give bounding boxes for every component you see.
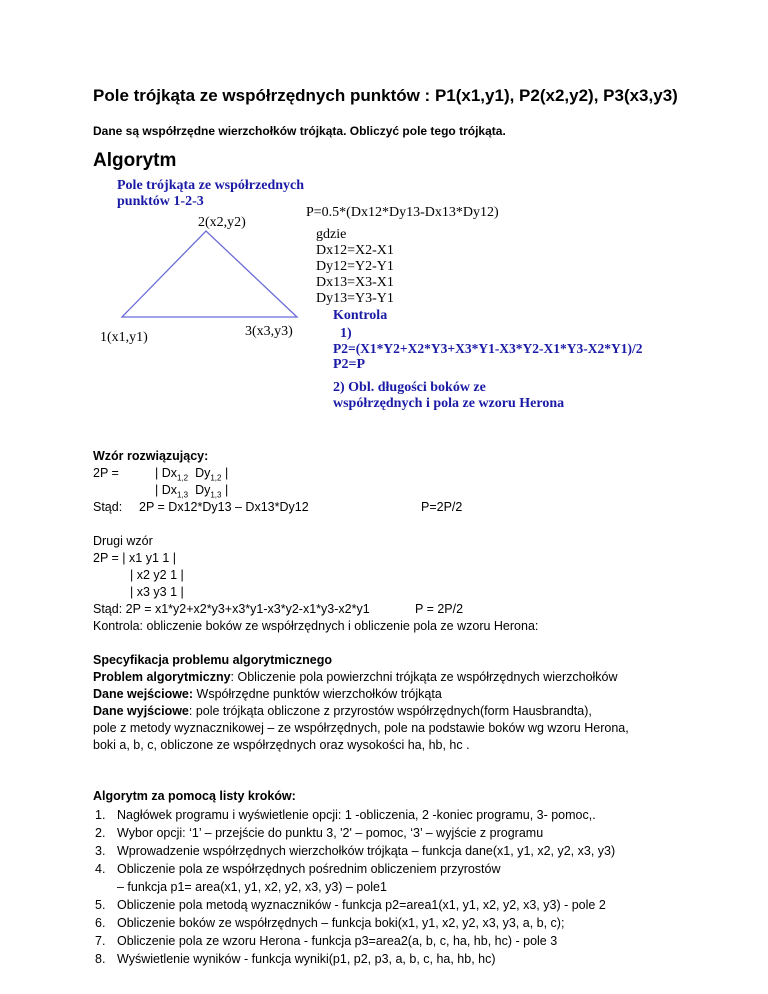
steps-list xyxy=(93,806,743,968)
list-item: 4. Obliczenie pola ze współrzędnych pośrednim obliczeniem przyrostów xyxy=(95,862,501,876)
list-item: 2. Wybor opcji: ‘1’ – przejście do punktu 3, '2' – pomoc, ‘3’ – wyjście z programu xyxy=(95,826,544,840)
vertex-2-label: 2(x2,y2) xyxy=(198,215,246,230)
list-item: 5. Obliczenie pola metodą wyznaczników - funkcja p2=area1(x1, y1, x2, y2, x3, y3) - pole 2 xyxy=(95,898,606,912)
kontrola-1-formula: P2=(X1*Y2+X2*Y3+X3*Y1-X3*Y2-X1*Y3-X2*Y1)/2 xyxy=(333,341,643,356)
second-kontrola: Kontrola: obliczenie boków ze współrzędnych i obliczenie pola ze wzoru Herona: xyxy=(93,619,539,633)
stad-formula: 2P = Dx12*Dy13 – Dx13*Dy12 xyxy=(139,500,309,514)
triangle-diagram xyxy=(110,225,310,325)
area-formula: P=0.5*(Dx12*Dy13-Dx13*Dy12) xyxy=(306,205,499,220)
intro-text: Dane są współrzędne wierzchołków trójkąta. Obliczyć pole tego trójkąta. xyxy=(93,124,506,138)
dy13-formula: Dy13=Y3-Y1 xyxy=(316,291,394,306)
stad-p: P=2P/2 xyxy=(421,500,463,514)
second-stad-formula: Stąd: 2P = x1*y2+x2*y3+x3*y1-x3*y2-x1*y3-x2*y1 xyxy=(93,602,370,616)
list-item: 7. Obliczenie pola ze wzoru Herona - funkcja p3=area2(a, b, c, ha, hb, hc) - pole 3 xyxy=(95,934,558,948)
determinant-row-2: | $Dx_{1,3}$ $Dy_{1,3}$ | xyxy=(155,483,229,500)
dx13-formula: Dx13=X3-X1 xyxy=(316,275,394,290)
specification-heading: Specyfikacja problemu algorytmicznego xyxy=(93,653,332,667)
list-item: 1. Nagłówek programu i wyświetlenie opcji: 1 -obliczenia, 2 -koniec programu, 3- pomoc,. xyxy=(95,808,596,822)
formula-heading: Wzór rozwiązujący: xyxy=(93,449,209,463)
algorithm-heading: Algorytm xyxy=(93,150,177,171)
input-line: Dane wejściowe: Współrzędne punktów wierzchołków trójkąta xyxy=(93,687,442,701)
output-line-2: pole z metody wyznacznikowej – ze współrzędnych, pole na podstawie boków wg wzoru Herona, xyxy=(93,721,629,735)
list-item: 3. Wprowadzenie współrzędnych wierzchołków trójkąta – funkcja dane(x1, y1, x2, y2, x3, y3) xyxy=(95,844,616,858)
list-item: 8. Wyświetlenie wyników - funkcja wyniki(p1, p2, p3, a, b, c, ha, hb, hc) xyxy=(95,952,496,966)
kontrola-1-equality: P2=P xyxy=(333,357,366,372)
second-formula-heading: Drugi wzór xyxy=(93,534,153,548)
kontrola-2-line2: współrzędnych i pola ze wzoru Herona xyxy=(333,396,565,411)
list-item-continuation: – funkcja p1= area(x1, y1, x2, y2, x3, y3) – pole1 xyxy=(117,880,387,894)
triangle-shape xyxy=(122,231,297,317)
determinant-row-1: | $Dx_{1,2}$ $Dy_{1,2}$ | xyxy=(155,466,229,483)
dy12-formula: Dy12=Y2-Y1 xyxy=(316,259,394,274)
kontrola-1-label: 1) xyxy=(340,326,352,341)
output-line-3: boki a, b, c, obliczone ze współrzędnych oraz wysokości ha, hb, hc . xyxy=(93,738,470,752)
second-det-row-1: 2P = | x1 y1 1 | xyxy=(93,551,177,565)
kontrola-label: Kontrola xyxy=(333,308,388,323)
steps-heading: Algorytm za pomocą listy kroków: xyxy=(93,789,296,803)
page-title: Pole trójkąta ze współrzędnych punktów : P1(x1,y1), P2(x2,y2), P3(x3,y3) xyxy=(93,86,678,105)
second-stad-p: P = 2P/2 xyxy=(415,602,464,616)
vertex-3-label: 3(x3,y3) xyxy=(245,324,293,339)
gdzie-label: gdzie xyxy=(316,227,347,242)
second-det-row-3: | x3 y3 1 | xyxy=(130,585,184,599)
2p-label: 2P = xyxy=(93,466,119,480)
list-item: 6. Obliczenie boków ze współrzędnych – funkcja boki(x1, y1, x2, y2, x3, y3, a, b, c); xyxy=(95,916,565,930)
figure-caption-line2: punktów 1-2-3 xyxy=(117,194,204,209)
kontrola-2-line1: 2) Obl. długości boków ze xyxy=(333,380,486,395)
dx12-formula: Dx12=X2-X1 xyxy=(316,243,394,258)
vertex-1-label: 1(x1,y1) xyxy=(100,330,148,345)
output-line: Dane wyjściowe: pole trójkąta obliczone z przyrostów współrzędnych(form Hausbrandta), xyxy=(93,704,592,718)
figure-caption-line1: Pole trójkąta ze współrzednych xyxy=(117,178,305,193)
stad-label: Stąd: xyxy=(93,500,123,514)
second-det-row-2: | x2 y2 1 | xyxy=(130,568,184,582)
problem-line: Problem algorytmiczny: Obliczenie pola powierzchni trójkąta ze współrzędnych wierzchołków xyxy=(93,670,618,684)
